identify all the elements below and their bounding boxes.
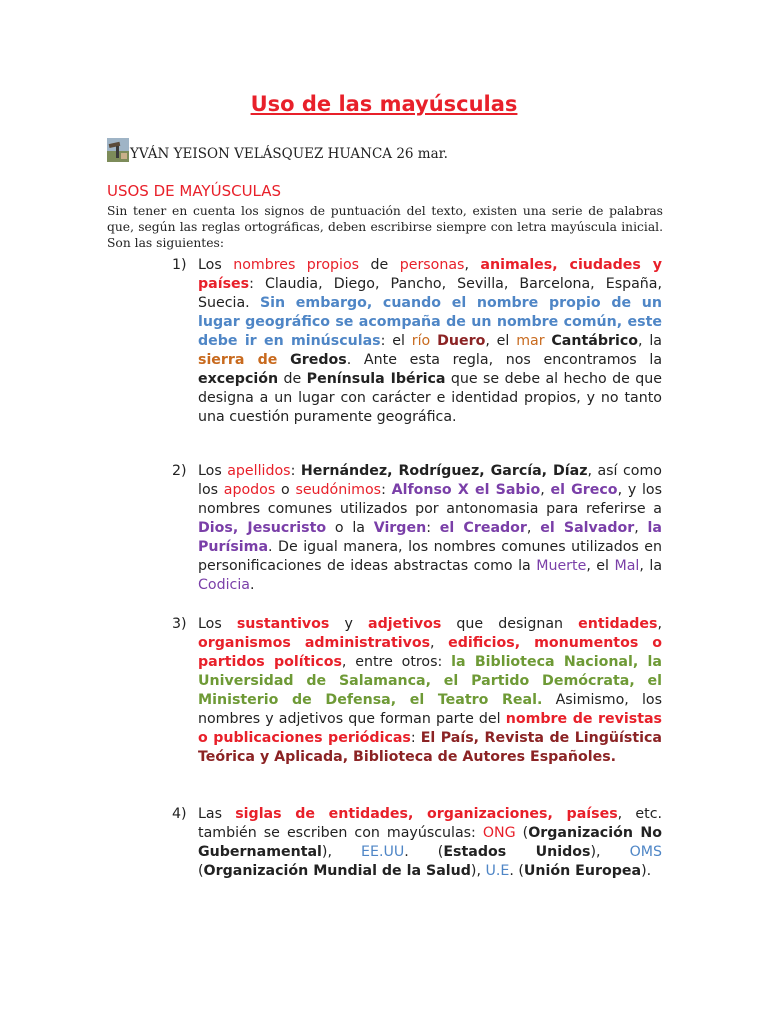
rule-segment: : Claudia, Diego, Pancho, Sevilla, Barcelona, España, Suecia. bbox=[198, 276, 662, 311]
rule-segment: , bbox=[540, 482, 551, 498]
rule-segment: el Salvador bbox=[540, 520, 635, 536]
author-avatar bbox=[107, 138, 129, 162]
rule-segment: , bbox=[526, 520, 541, 536]
rule-number: 4) bbox=[172, 806, 187, 822]
rule-segment: ( bbox=[515, 825, 529, 841]
rule-segment: sustantivos bbox=[236, 616, 330, 632]
rule-segment: Cantábrico bbox=[551, 333, 639, 349]
rule-segment: la Purísima bbox=[198, 520, 662, 555]
rule-segment: Península Ibérica bbox=[306, 371, 446, 387]
rule-number: 1) bbox=[172, 257, 187, 273]
rule-segment: o bbox=[275, 482, 296, 498]
rule-text bbox=[198, 615, 662, 767]
rule-item-1 bbox=[172, 256, 662, 427]
rule-segment: animales, ciudades y países bbox=[198, 257, 662, 292]
intro-paragraph: Sin tener en cuenta los signos de puntuación del texto, existen una serie de palabras que, según las reglas ortográficas, deben escribirse siempre con letra mayúscula inicial. Son las siguientes: bbox=[107, 204, 663, 250]
rule-item-3 bbox=[172, 615, 662, 767]
rule-segment: Organización No Gubernamental bbox=[198, 825, 663, 860]
document-title: Uso de las mayúsculas bbox=[250, 92, 518, 116]
rule-segment: , bbox=[464, 257, 481, 273]
rule-segment: : el bbox=[380, 333, 412, 349]
rule-segment: . ( bbox=[509, 863, 524, 879]
rule-segment: , etc. también se escriben con mayúsculas: bbox=[198, 806, 663, 841]
rule-segment: ). bbox=[641, 863, 652, 879]
rule-item-4 bbox=[172, 805, 662, 881]
rule-segment: Las bbox=[198, 806, 236, 822]
rule-segment: , la bbox=[639, 558, 663, 574]
rule-segment: edificios, monumentos o partidos políticos bbox=[198, 635, 662, 670]
author-name[interactable]: YVÁN YEISON VELÁSQUEZ HUANCA bbox=[130, 146, 393, 162]
rule-segment: de bbox=[359, 257, 400, 273]
rule-segment: organismos administrativos bbox=[198, 635, 431, 651]
rule-segment: , la bbox=[638, 333, 662, 349]
rule-text bbox=[198, 805, 662, 881]
rule-segment: que designan bbox=[441, 616, 579, 632]
rule-segment: mar bbox=[516, 333, 545, 349]
rule-segment: o la bbox=[326, 520, 374, 536]
rule-segment: , el bbox=[485, 333, 517, 349]
rule-segment: ), bbox=[590, 844, 630, 860]
rule-segment: . bbox=[249, 577, 255, 593]
section-heading: USOS DE MAYÚSCULAS bbox=[107, 182, 282, 200]
rule-segment: apodos bbox=[223, 482, 276, 498]
rule-segment: Muerte bbox=[536, 558, 587, 574]
rule-segment: seudónimos bbox=[295, 482, 382, 498]
rule-number: 2) bbox=[172, 463, 187, 479]
rule-segment: El País, Revista de Lingüística Teórica y Aplicada, Biblioteca de Autores Españoles. bbox=[198, 730, 662, 765]
rule-segment: Dios, Jesucristo bbox=[198, 520, 327, 536]
rule-segment: de bbox=[278, 371, 307, 387]
rule-segment: ), bbox=[321, 844, 362, 860]
rule-segment: Organización Mundial de la Salud bbox=[203, 863, 471, 879]
rule-segment: : bbox=[290, 463, 301, 479]
rule-segment: sierra de bbox=[198, 352, 278, 368]
rule-segment: U.E bbox=[485, 863, 510, 879]
rule-segment: , bbox=[657, 616, 662, 632]
rule-segment: siglas de entidades, organizaciones, países bbox=[235, 806, 618, 822]
rule-segment: río bbox=[411, 333, 431, 349]
rule-segment: , bbox=[634, 520, 648, 536]
rule-segment: , el bbox=[586, 558, 615, 574]
rule-segment: Mal bbox=[614, 558, 640, 574]
rule-segment: entidades bbox=[578, 616, 658, 632]
rule-segment: Los bbox=[198, 257, 234, 273]
author-line bbox=[107, 136, 448, 162]
rule-segment: ( bbox=[198, 863, 204, 879]
rule-segment: . De igual manera, los nombres comunes utilizados en personificaciones de ideas abstractas como la bbox=[198, 539, 662, 574]
rule-segment: : bbox=[426, 520, 440, 536]
rule-segment: , entre otros: bbox=[341, 654, 452, 670]
rule-segment: , bbox=[430, 635, 449, 651]
rule-segment: y bbox=[329, 616, 368, 632]
rule-number: 3) bbox=[172, 616, 187, 632]
rule-segment: que se debe al hecho de que designa a un lugar con carácter e identidad propios, y no tanto una cuestión puramente geográfica. bbox=[198, 371, 662, 425]
rule-segment: Duero bbox=[437, 333, 486, 349]
rule-segment: excepción bbox=[198, 371, 279, 387]
rule-segment: Hernández, Rodríguez, García, Díaz bbox=[300, 463, 588, 479]
rule-text bbox=[198, 462, 662, 595]
rule-segment: Los bbox=[198, 463, 228, 479]
rule-segment: adjetivos bbox=[368, 616, 442, 632]
rule-text bbox=[198, 256, 662, 427]
rule-segment: el Creador bbox=[439, 520, 527, 536]
rule-segment: EE.UU bbox=[361, 844, 405, 860]
rule-segment: el Greco bbox=[550, 482, 618, 498]
rule-segment: , y los nombres comunes utilizados por antonomasia para referirse a bbox=[198, 482, 662, 517]
rule-segment: personas bbox=[399, 257, 465, 273]
rule-segment: : bbox=[410, 730, 421, 746]
rule-segment: Gredos bbox=[290, 352, 347, 368]
rule-segment: nombres propios bbox=[233, 257, 360, 273]
rule-segment: nombre de revistas o publicaciones periódicas bbox=[198, 711, 662, 746]
rule-segment: Los bbox=[198, 616, 237, 632]
rule-segment: Estados Unidos bbox=[443, 844, 591, 860]
rule-segment: Codicia bbox=[198, 577, 250, 593]
rule-segment: Asimismo, los nombres y adjetivos que forman parte del bbox=[198, 692, 662, 727]
rule-segment: . ( bbox=[404, 844, 444, 860]
rule-item-2 bbox=[172, 462, 662, 595]
rule-segment: Virgen bbox=[373, 520, 427, 536]
rule-segment: , así como los bbox=[198, 463, 662, 498]
post-date: 26 mar. bbox=[396, 146, 448, 162]
rule-segment: ONG bbox=[482, 825, 516, 841]
rule-segment: Sin embargo, cuando el nombre propio de un lugar geográfico se acompaña de un nombre común, este debe ir en minúsculas bbox=[198, 295, 662, 349]
rule-segment: . Ante esta regla, nos encontramos la bbox=[346, 352, 663, 368]
rule-segment: apellidos bbox=[227, 463, 291, 479]
rule-segment: Alfonso X el Sabio bbox=[391, 482, 541, 498]
rule-segment: : bbox=[381, 482, 392, 498]
rule-segment bbox=[277, 352, 290, 368]
rule-segment: OMS bbox=[629, 844, 662, 860]
rule-segment: la Biblioteca Nacional, la Universidad de Salamanca, el Partido Demócrata, el Ministerio de Defensa, el Teatro Real. bbox=[198, 654, 662, 708]
rule-segment: Unión Europea bbox=[523, 863, 642, 879]
rule-segment: ), bbox=[470, 863, 486, 879]
